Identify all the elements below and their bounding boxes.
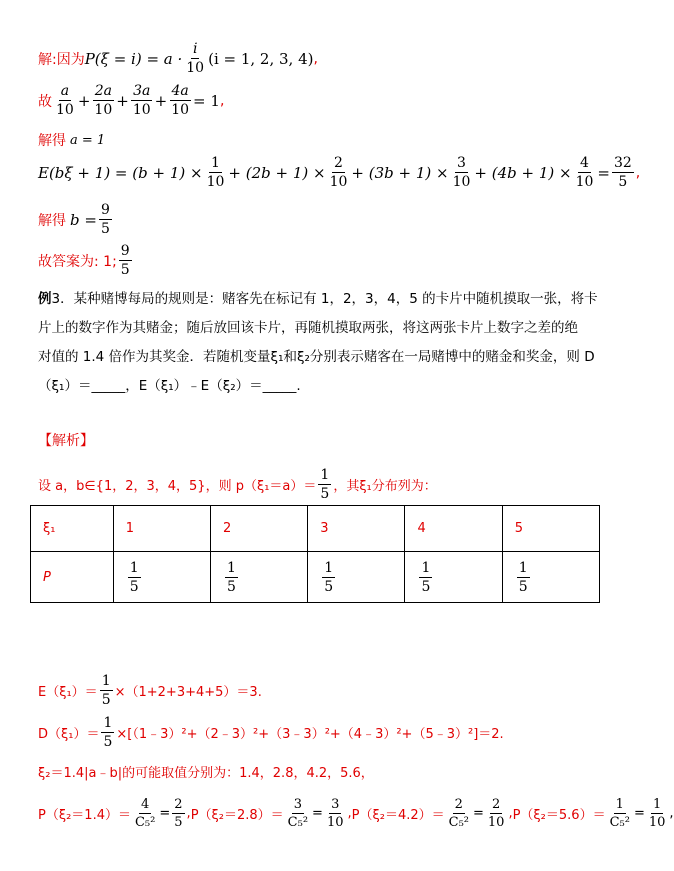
fraction: $\frac{4a}{10}$ xyxy=(171,83,190,118)
fraction: $\frac{i}{10}$ xyxy=(186,41,205,76)
table-row xyxy=(31,506,600,552)
table-cell: 5 xyxy=(502,506,599,552)
fraction: $\frac{1}{\text{C₅²}}$ xyxy=(609,797,630,830)
table-cell: $\frac{1}{5}$ xyxy=(502,552,599,603)
table-cell: $\frac{1}{5}$ xyxy=(113,552,210,603)
table-cell: 2 xyxy=(211,506,308,552)
probability-line: P（ξ₂＝1.4）＝ $\frac{4}{\text{C₅²}}$ = $\frac{2}{5}$ , P（ξ₂＝2.8）＝ $\frac{3}{\text{C₅²}}$ = $\frac{3}{10}$ , P（ξ₂＝4.2）＝ $\frac{2}{\text{C₅²}}$ = $\frac{2}{10}$ , P（ξ₂＝5.6）＝ $\frac{1}{\text{C₅²}}$ = $\frac{1}{10}$ , xyxy=(38,797,674,830)
fraction: $\frac{2}{5}$ xyxy=(174,797,183,830)
table-cell: P xyxy=(31,552,114,603)
fraction: $\frac{3}{10}$ xyxy=(452,155,471,190)
variance-line: D（ξ₁）＝ $\frac{1}{5}$ ×[（1﹣3）²+（2﹣3）²+（3﹣3）²+（4﹣3）²+（5﹣3）²]＝2. xyxy=(38,715,504,750)
table-row xyxy=(31,552,600,603)
fraction: $\frac{3}{\text{C₅²}}$ xyxy=(287,797,309,830)
fraction: $\frac{1}{5}$ xyxy=(101,673,111,708)
fraction: $\frac{a}{10}$ xyxy=(56,83,74,118)
table-cell: 3 xyxy=(308,506,405,552)
fraction: $\frac{2}{10}$ xyxy=(487,797,505,830)
table-cell: 4 xyxy=(405,506,502,552)
fraction: $\frac{1}{5}$ xyxy=(103,715,113,750)
expectation-line: E（ξ₁）＝ $\frac{1}{5}$ ×（1+2+3+4+5）＝3. xyxy=(38,673,262,708)
fraction: $\frac{4}{\text{C₅²}}$ xyxy=(134,797,156,830)
analysis-heading: 【解析】 xyxy=(38,433,94,449)
fraction: $\frac{1}{10}$ xyxy=(648,797,666,830)
fraction: $\frac{32}{5}$ xyxy=(613,155,632,190)
fraction: $\frac{2a}{10}$ xyxy=(94,83,113,118)
solution-line-3: 解得 a = 1 xyxy=(38,132,106,149)
table-cell: 1 xyxy=(113,506,210,552)
solution-prefix: 解:因为 xyxy=(38,51,85,68)
table-cell: $\frac{1}{5}$ xyxy=(211,552,308,603)
fraction: $\frac{1}{10}$ xyxy=(206,155,225,190)
fraction: $\frac{9}{5}$ xyxy=(100,202,110,237)
fraction: $\frac{9}{5}$ xyxy=(120,243,130,278)
table-cell: ξ₁ xyxy=(31,506,114,552)
solution-line-4: E(bξ + 1) = (b + 1) × $\frac{1}{10}$ + (2b + 1) × $\frac{2}{10}$ + (3b + 1) × $\frac{3}{10}$ + (4b + 1) × $\frac{4}{10}$ = $\frac{32}{5}$ , xyxy=(38,155,641,190)
xi2-values-line: ξ₂＝1.4|a﹣b|的可能取值分别为：1.4，2.8，4.2，5.6， xyxy=(38,766,374,781)
table-cell: $\frac{1}{5}$ xyxy=(308,552,405,603)
table-cell: $\frac{1}{5}$ xyxy=(405,552,502,603)
analysis-intro: 设 a，b∈{1，2，3，4，5}，则 p（ξ₁＝a）＝ $\frac{1}{5}$ ，其ξ₁分布列为： xyxy=(38,467,437,502)
solution-line-6: 故答案为: 1; $\frac{9}{5}$ xyxy=(38,243,130,278)
fraction: $\frac{3}{10}$ xyxy=(326,797,344,830)
distribution-table xyxy=(30,505,600,603)
formula-expr: P(ξ = i) = a · xyxy=(84,49,183,68)
formula-suffix: (i = 1, 2, 3, 4) xyxy=(208,49,314,68)
fraction: $\frac{3a}{10}$ xyxy=(132,83,151,118)
solution-line-5: 解得 b = $\frac{9}{5}$ xyxy=(38,202,110,237)
example-3: 例3．某种赌博每局的规则是：赌客先在标记有 1，2，3，4，5 的卡片中随机摸取一张，将卡 片上的数字作为其赌金；随后放回该卡片，再随机摸取两张，将这两张卡片上数字之差的绝 对值的 1.4 倍作为其奖金．若随机变量ξ₁和ξ₂分别表示赌客在一局赌博中的赌金和奖金，则 D （ξ₁）＝_____，E（ξ₁）﹣E（ξ₂）＝_____. xyxy=(38,291,598,394)
fraction: $\frac{4}{10}$ xyxy=(575,155,594,190)
fraction: $\frac{1}{5}$ xyxy=(320,467,330,502)
fraction: $\frac{2}{\text{C₅²}}$ xyxy=(448,797,469,830)
solution-prefix: 故 xyxy=(38,93,52,110)
fraction: $\frac{2}{10}$ xyxy=(329,155,348,190)
solution-line-1: 解:因为 P(ξ = i) = a · $\frac{i}{10}$ (i = 1, 2, 3, 4) , xyxy=(38,41,318,76)
solution-line-2: 故 $\frac{a}{10}$ + $\frac{2a}{10}$ + $\frac{3a}{10}$ + $\frac{4a}{10}$ = 1 , xyxy=(38,83,225,118)
